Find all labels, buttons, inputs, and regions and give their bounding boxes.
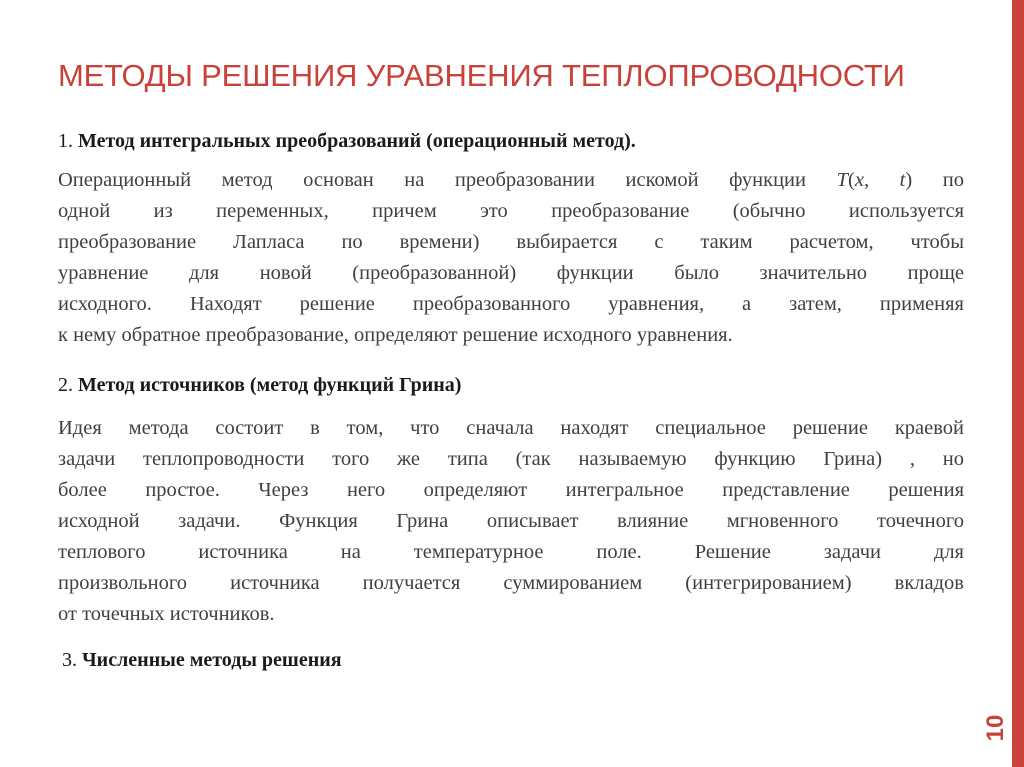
section-1-line-4: уравнение для новой (преобразованной) функции было значительно проще	[58, 262, 964, 284]
section-2-line-4: исходной задачи. Функция Грина описывает влияние мгновенного точечного	[58, 510, 964, 532]
section-1-line-3: преобразование Лапласа по времени) выбирается с таким расчетом, чтобы	[58, 231, 964, 253]
section-1-line-2: одной из переменных, причем это преобразование (обычно используется	[58, 200, 964, 222]
section-2-heading	[58, 372, 461, 398]
section-2-line-1: Идея метода состоит в том, что сначала находят специальное решение краевой	[58, 417, 964, 439]
section-1-number: 1.	[58, 130, 73, 152]
formula-t-x-t: T(x, t)	[836, 169, 913, 191]
slide-title: МЕТОДЫ РЕШЕНИЯ УРАВНЕНИЯ ТЕПЛОПРОВОДНОСТИ	[58, 58, 905, 93]
section-2-line-3: более простое. Через него определяют интегральное представление решения	[58, 479, 964, 501]
section-2-line-6: произвольного источника получается суммированием (интегрированием) вкладов	[58, 572, 964, 594]
section-3-heading	[62, 647, 342, 673]
section-2-title: Метод источников (метод функций Грина)	[78, 374, 462, 396]
section-1-line-1: Операционный метод основан на преобразовании искомой функции T(x, t) по	[58, 169, 964, 191]
section-1-line-6: к нему обратное преобразование, определяют решение исходного уравнения.	[58, 324, 733, 346]
section-3-title: Численные методы решения	[82, 649, 342, 671]
section-1-title: Метод интегральных преобразований (операционный метод).	[78, 130, 636, 152]
section-2-line-7: от точечных источников.	[58, 603, 275, 625]
slide-number: 10	[982, 714, 1009, 742]
section-2-line-2: задачи теплопроводности того же типа (так называемую функцию Грина) , но	[58, 448, 964, 470]
section-3-number: 3.	[62, 649, 77, 671]
section-1-line-5: исходного. Находят решение преобразованного уравнения, а затем, применяя	[58, 293, 964, 315]
section-2-number: 2.	[58, 374, 73, 396]
section-2-paragraph	[58, 413, 964, 630]
accent-side-bar	[1012, 0, 1024, 767]
section-2-line-5: теплового источника на температурное поле. Решение задачи для	[58, 541, 964, 563]
section-1-paragraph	[58, 165, 964, 351]
section-1-heading	[58, 128, 636, 154]
